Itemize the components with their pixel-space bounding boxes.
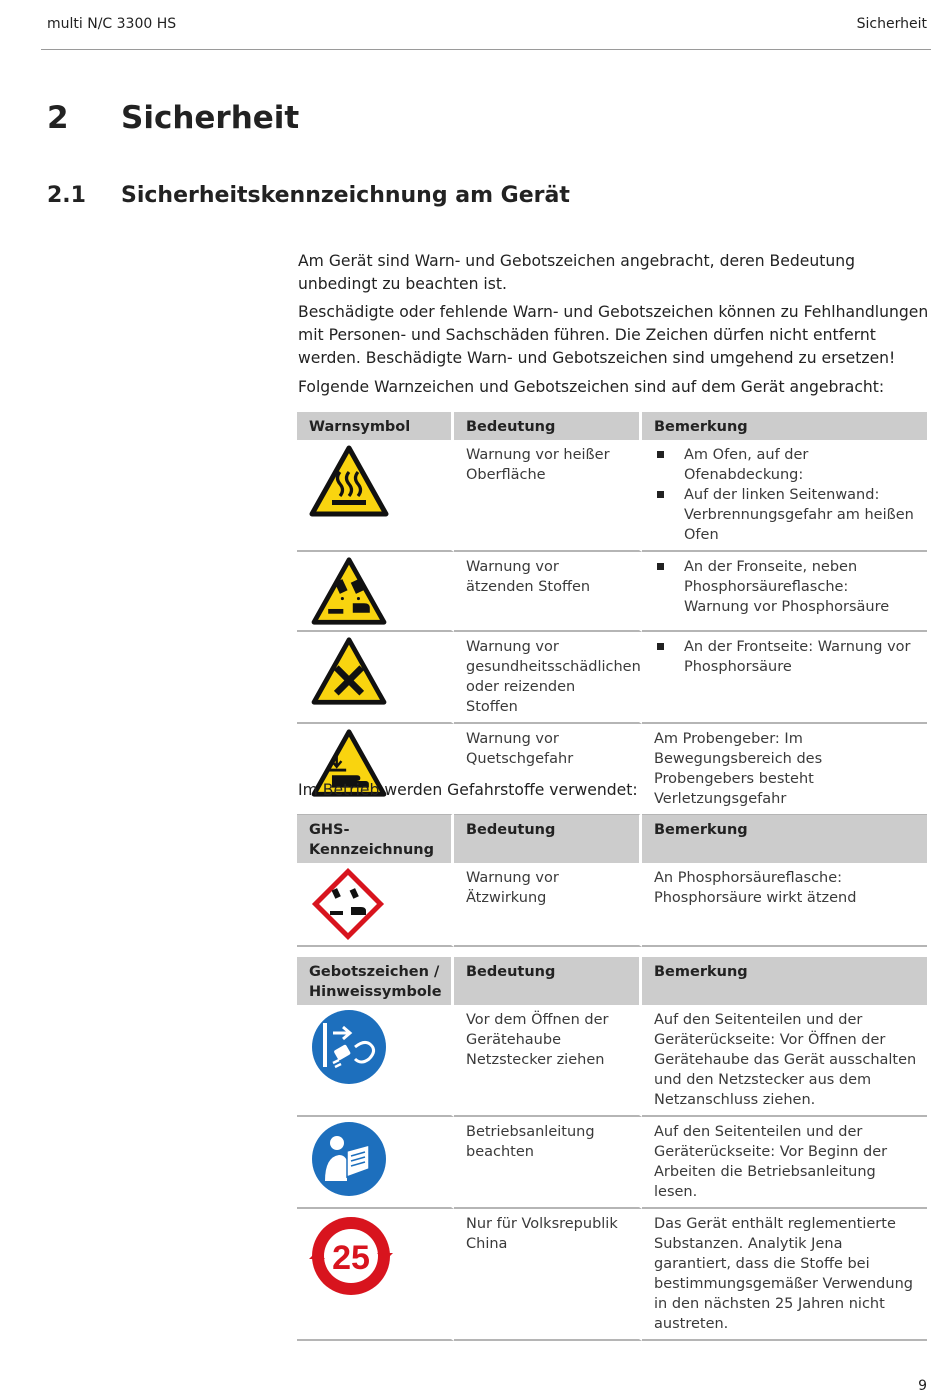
meaning-cell: Warnung vor Quetschgefahr	[454, 724, 642, 816]
table-row	[297, 1005, 927, 1117]
remark-cell	[642, 552, 927, 632]
symbol-cell	[297, 440, 454, 552]
column-header: Bedeutung	[454, 815, 642, 863]
meaning-cell: Warnung vor gesundheitsschädlichen oder reizenden Stoffen	[454, 632, 642, 724]
remark-cell: An Phosphorsäureflasche: Phosphorsäure wirkt ätzend	[642, 863, 927, 947]
table-row	[297, 1209, 927, 1341]
symbol-cell	[297, 632, 454, 724]
remark-cell: Am Probengeber: Im Bewegungsbereich des Probengebers besteht Verletzungsgefahr	[642, 724, 927, 816]
list-item: Am Ofen, auf der Ofenabdeckung:	[654, 445, 917, 485]
meaning-cell: Betriebsanleitung beachten	[454, 1117, 642, 1209]
badge-number: 25	[332, 1239, 370, 1277]
remark-cell: Auf den Seitenteilen und der Geräterückseite: Vor Öffnen der Gerätehaube das Gerät ausschalten und den Netzstecker aus dem Netzanschluss ziehen.	[642, 1005, 927, 1117]
column-header: Bedeutung	[454, 412, 642, 440]
meaning-cell: Nur für Volksrepublik China	[454, 1209, 642, 1341]
remark-cell: Das Gerät enthält reglementierte Substanzen. Analytik Jena garantiert, dass die Stoffe bei bestimmungsgemäßer Verwendung in den nächsten 25 Jahren nicht austreten.	[642, 1209, 927, 1341]
list-item: An der Frontseite: Warnung vor Phosphorsäure	[654, 637, 917, 677]
symbol-cell	[297, 1209, 454, 1341]
section-title: Sicherheitskennzeichnung am Gerät	[121, 183, 570, 208]
page-number: 9	[918, 1378, 927, 1394]
unplug-before-opening-icon	[311, 1009, 387, 1085]
remark-cell	[642, 440, 927, 552]
table-row	[297, 440, 927, 552]
meaning-cell: Warnung vor heißer Oberfläche	[454, 440, 642, 552]
symbol-cell	[297, 1005, 454, 1117]
column-header: Bemerkung	[642, 412, 927, 440]
meaning-cell: Vor dem Öffnen der Gerätehaube Netzstecker ziehen	[454, 1005, 642, 1117]
remark-cell: Auf den Seitenteilen und der Geräterückseite: Vor Beginn der Arbeiten die Betriebsanleitung lesen.	[642, 1117, 927, 1209]
hazard-intro: Im Betrieb werden Gefahrstoffe verwendet:	[298, 781, 638, 799]
chapter-title: Sicherheit	[121, 100, 300, 136]
meaning-cell: Warnung vor ätzenden Stoffen	[454, 552, 642, 632]
column-header: GHS-Kennzeichnung	[297, 815, 454, 863]
corrosive-substance-warning-icon	[309, 556, 389, 626]
intro-paragraph-1: Am Gerät sind Warn- und Gebotszeichen angebracht, deren Bedeutung unbedingt zu beachten ist.	[298, 252, 856, 293]
meaning-cell: Warnung vor Ätzwirkung	[454, 863, 642, 947]
table-row	[297, 552, 927, 632]
list-item: Auf der linken Seitenwand: Verbrennungsgefahr am heißen Ofen	[654, 485, 917, 545]
symbol-cell	[297, 1117, 454, 1209]
hot-surface-warning-icon	[309, 444, 389, 518]
table-row	[297, 1117, 927, 1209]
table-row	[297, 863, 927, 947]
read-manual-icon	[311, 1121, 387, 1197]
list-item: An der Fronseite, neben Phosphorsäureflasche: Warnung vor Phosphorsäure	[654, 557, 917, 617]
table-header-row	[297, 957, 927, 1005]
column-header: Gebotszeichen / Hinweissymbole	[297, 957, 454, 1005]
column-header: Bedeutung	[454, 957, 642, 1005]
column-header: Warnsymbol	[297, 412, 454, 440]
table-row	[297, 632, 927, 724]
china-rohs-25-icon	[303, 1213, 399, 1299]
column-header: Bemerkung	[642, 815, 927, 863]
symbol-cell	[297, 863, 454, 947]
symbol-cell	[297, 724, 454, 816]
table-row	[297, 724, 927, 816]
symbol-cell	[297, 552, 454, 632]
running-header-title: multi N/C 3300 HS	[47, 16, 177, 32]
chapter-number: 2	[47, 100, 69, 136]
running-header-section: Sicherheit	[856, 16, 927, 32]
mandatory-signs-table	[297, 957, 927, 1341]
table-header-row	[297, 412, 927, 440]
column-header: Bemerkung	[642, 957, 927, 1005]
harmful-irritant-warning-icon	[309, 636, 389, 706]
header-rule	[41, 49, 931, 50]
intro-paragraph-2: Beschädigte oder fehlende Warn- und Gebotszeichen können zu Fehlhandlungen mit Personen- und Sachschäden führen. Die Zeichen dürfen nicht entfernt werden. Beschädigte Warn- und Gebotszeichen sind umgehend zu ersetzen!	[298, 303, 929, 367]
table-header-row	[297, 815, 927, 863]
ghs-table	[297, 815, 927, 947]
section-number: 2.1	[47, 183, 86, 208]
remark-cell	[642, 632, 927, 724]
ghs-corrosive-pictogram-icon	[311, 867, 385, 941]
intro-paragraph-3: Folgende Warnzeichen und Gebotszeichen sind auf dem Gerät angebracht:	[298, 378, 885, 396]
warning-signs-table	[297, 412, 927, 816]
